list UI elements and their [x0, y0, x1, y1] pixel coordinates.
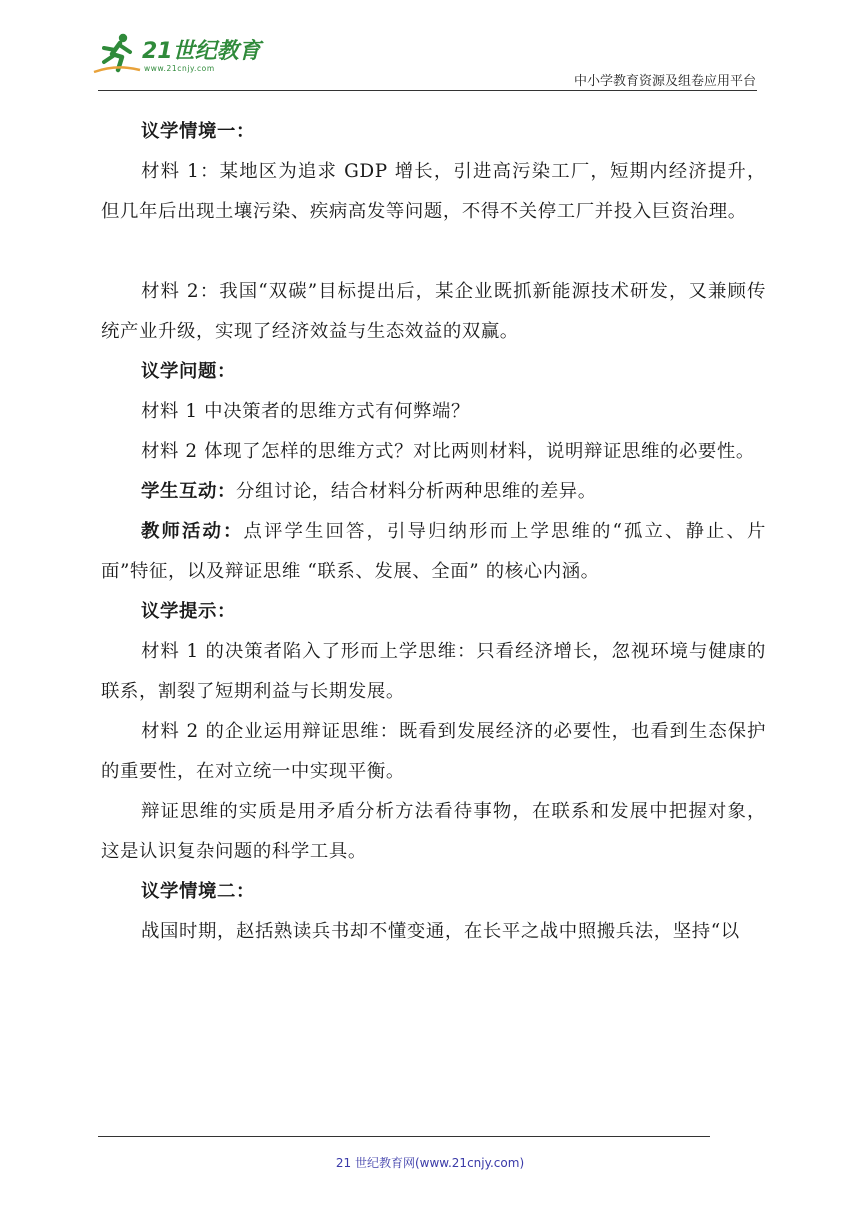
question-2: 材料 2 体现了怎样的思维方式？对比两则材料，说明辩证思维的必要性。	[141, 441, 755, 462]
footer-divider	[98, 1136, 710, 1137]
material-1-paragraph: 材料 1：某地区为追求 GDP 增长，引进高污染工厂，短期内经济提升，但几年后出现土壤污染、疾病高发等问题，不得不关停工厂并投入巨资治理。	[101, 161, 766, 222]
question-1: 材料 1 中决策者的思维方式有何弊端？	[141, 401, 471, 422]
hint-1: 材料 1 的决策者陷入了形而上学思维：只看经济增长，忽视环境与健康的联系，割裂了短期利益与长期发展。	[101, 641, 766, 702]
footer-link[interactable]: 21 世纪教育网(www.21cnjy.com)	[335, 1156, 525, 1170]
site-logo[interactable]	[92, 30, 267, 80]
teacher-activity-paragraph	[101, 512, 766, 592]
section-heading-context-1: 议学情境一：	[141, 121, 255, 142]
teacher-activity-label: 教师活动：	[141, 521, 244, 542]
document-body	[101, 112, 766, 952]
section-heading-context-2: 议学情境二：	[141, 881, 255, 902]
platform-name: 中小学教育资源及组卷应用平台	[573, 74, 756, 89]
section-heading-questions: 议学问题：	[141, 361, 236, 382]
header-divider	[98, 90, 757, 91]
teacher-activity-text: 点评学生回答，引导归纳形而上学思维的“孤立、静止、片面”特征，以及辩证思维 “联系、发展、全面” 的核心内涵。	[101, 521, 766, 582]
material-2-paragraph: 材料 2：我国“双碳”目标提出后，某企业既抓新能源技术研发，又兼顾传统产业升级，实现了经济效益与生态效益的双赢。	[101, 281, 766, 342]
student-interaction-paragraph	[101, 472, 766, 512]
context-2-paragraph: 战国时期，赵括熟读兵书却不懂变通，在长平之战中照搬兵法，坚持“以	[141, 921, 740, 942]
logo-url: www.21cnjy.com	[144, 64, 215, 73]
section-heading-hints: 议学提示：	[141, 601, 236, 622]
logo-text: 21世纪教育	[142, 39, 261, 64]
student-interaction-label: 学生互动：	[141, 481, 236, 502]
hint-2: 材料 2 的企业运用辩证思维：既看到发展经济的必要性，也看到生态保护的重要性，在对立统一中实现平衡。	[101, 721, 766, 782]
runner-logo-icon	[92, 30, 142, 78]
page-header	[0, 0, 860, 96]
student-interaction-text: 分组讨论，结合材料分析两种思维的差异。	[235, 481, 597, 502]
hint-3: 辩证思维的实质是用矛盾分析方法看待事物，在联系和发展中把握对象，这是认识复杂问题的科学工具。	[101, 801, 766, 862]
